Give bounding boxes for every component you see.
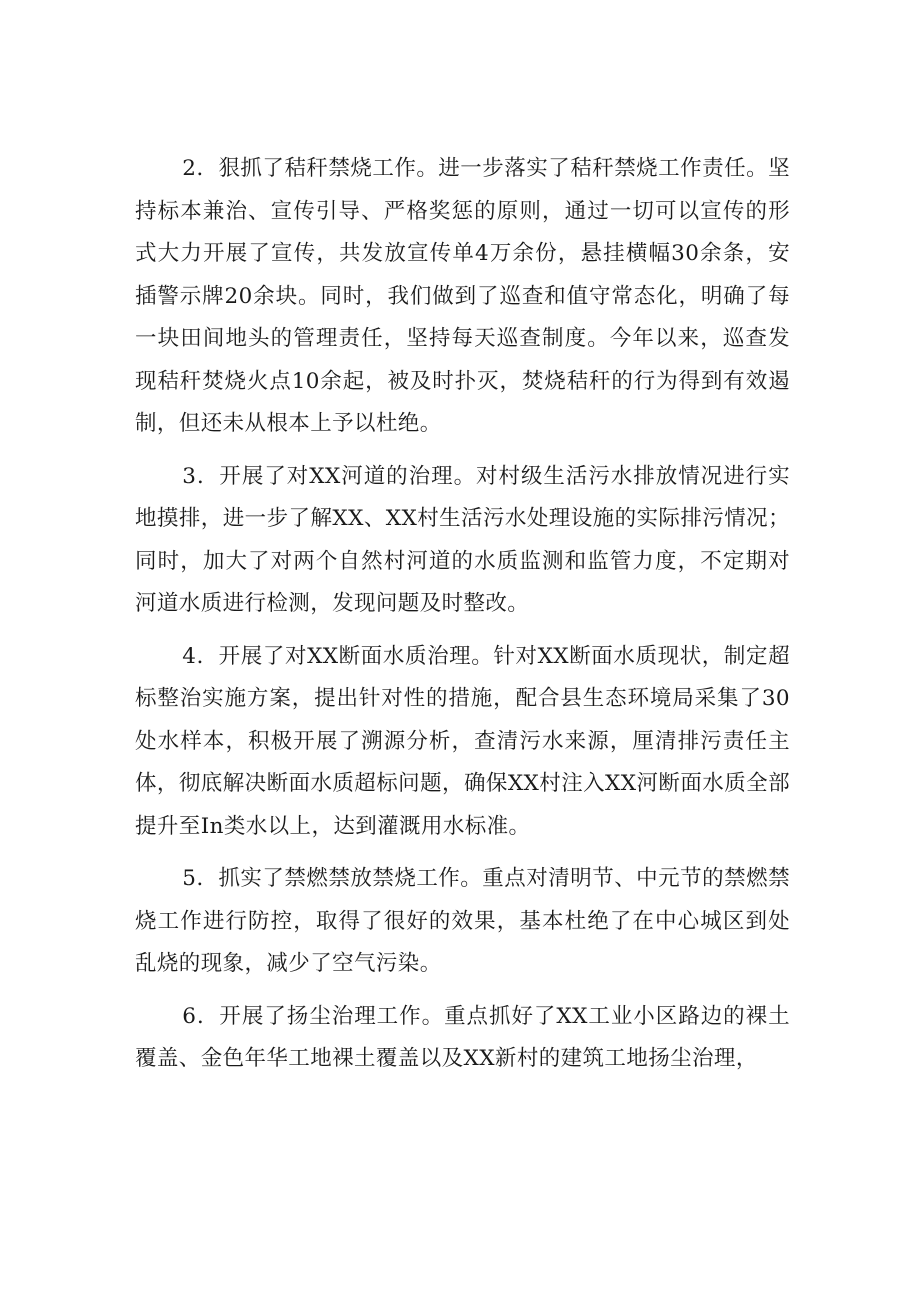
paragraph-water-quality-section: 4．开展了对XX断面水质治理。针对XX断面水质现状，制定超标整治实施方案，提出针对性的措施，配合县生态环境局采集了30处水样本，积极开展了溯源分析，查清污水来源，厘清排污责任主体，彻底解决断面水质超标问题，确保XX村注入XX河断面水质全部提升至In类水以上，达到灌溉用水标准。 xyxy=(135,643,790,839)
paragraph-dust-control: 6．开展了扬尘治理工作。重点抓好了XX工业小区路边的裸土覆盖、金色年华工地裸土覆盖以及XX新村的建筑工地扬尘治理， xyxy=(135,1003,790,1071)
document-body xyxy=(135,148,790,1091)
paragraph-straw-burning-ban: 2．狠抓了秸秆禁烧工作。进一步落实了秸秆禁烧工作责任。坚持标本兼治、宣传引导、严格奖惩的原则，通过一切可以宣传的形式大力开展了宣传，共发放宣传单4万余份，悬挂横幅30余条，安插警示牌20余块。同时，我们做到了巡查和值守常态化，明确了每一块田间地头的管理责任，坚持每天巡查制度。今年以来，巡查发现秸秆焚烧火点10余起，被及时扑灭，焚烧秸秆的行为得到有效遏制，但还未从根本上予以杜绝。 xyxy=(135,156,790,436)
paragraph-fireworks-ban: 5．抓实了禁燃禁放禁烧工作。重点对清明节、中元节的禁燃禁烧工作进行防控，取得了很好的效果，基本杜绝了在中心城区到处乱烧的现象，减少了空气污染。 xyxy=(135,866,790,976)
paragraph-river-governance: 3．开展了对XX河道的治理。对村级生活污水排放情况进行实地摸排，进一步了解XX、XX村生活污水处理设施的实际排污情况；同时，加大了对两个自然村河道的水质监测和监管力度，不定期对河道水质进行检测，发现问题及时整改。 xyxy=(135,463,790,616)
